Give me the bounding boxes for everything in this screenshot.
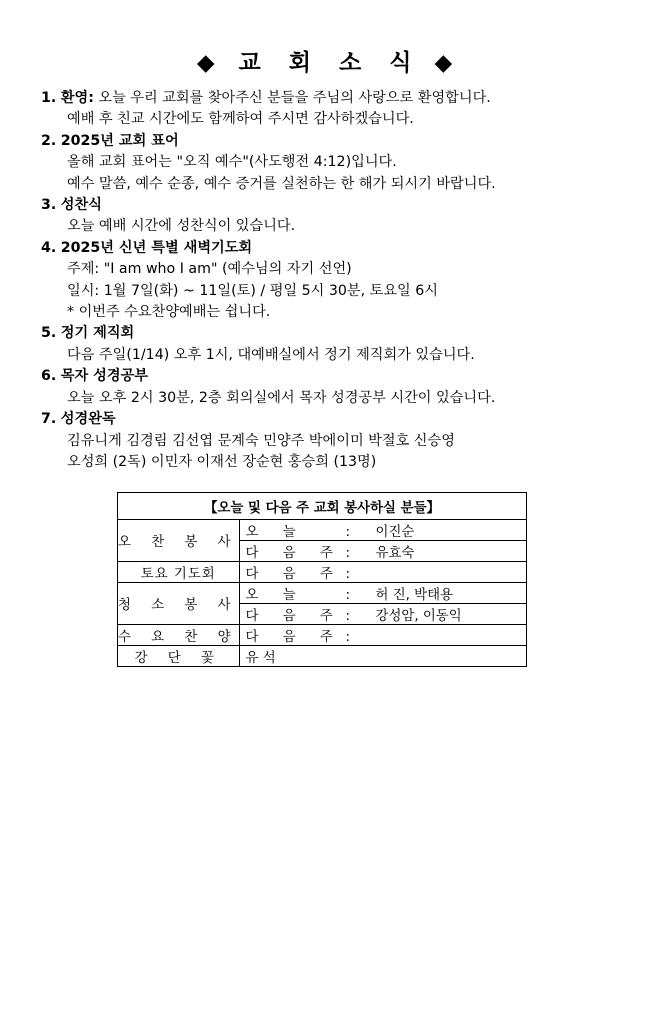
- item-line: 올해 교회 표어는 "오직 예수"(사도행전 4:12)입니다.: [67, 154, 397, 171]
- table-row: [118, 520, 527, 541]
- item-title: 2025년 교회 표어: [60, 132, 179, 149]
- item-line: 예배 후 친교 시간에도 함께하여 주시면 감사하겠습니다.: [67, 111, 414, 128]
- service-names: 이진순: [375, 524, 415, 540]
- service-table-header-row: [118, 493, 527, 520]
- item-line: 일시: 1월 7일(화) ~ 11일(토) / 평일 5시 30분, 토요일 6시: [67, 282, 438, 299]
- item-line: 오늘 오후 2시 30분, 2층 회의실에서 목자 성경공부 시간이 있습니다.: [67, 389, 496, 406]
- item-number: 1.: [41, 90, 57, 106]
- service-when: 다 음 주: [245, 545, 343, 561]
- service-when: 다 음 주: [245, 608, 343, 624]
- item-line: 다음 주일(1/14) 오후 1시, 대예배실에서 정기 제직회가 있습니다.: [67, 346, 475, 363]
- service-table: [117, 492, 527, 667]
- service-names: 유 석: [245, 650, 276, 666]
- service-colon: :: [345, 587, 351, 603]
- news-list: [41, 88, 641, 473]
- service-entry: [239, 646, 526, 667]
- service-entry: [239, 625, 526, 646]
- news-item-motto: [41, 131, 641, 195]
- role-cleaning-service: 청 소 봉 사: [118, 583, 240, 625]
- news-item-dawn-prayer: [41, 238, 641, 324]
- role-wednesday-praise: 수 요 찬 양: [118, 625, 240, 646]
- table-row: [118, 562, 527, 583]
- news-item-officers-meeting: [41, 323, 641, 366]
- item-line: 오성희 (2독) 이민자 이재선 장순현 홍승희 (13명): [67, 453, 377, 470]
- diamond-left-icon: ◆: [196, 50, 216, 76]
- service-table-header: 【오늘 및 다음 주 교회 봉사하실 분들】: [118, 493, 527, 520]
- news-item-bible-reading: [41, 409, 641, 473]
- item-number: 2.: [41, 132, 57, 149]
- table-row: [118, 625, 527, 646]
- table-row: [118, 646, 527, 667]
- role-altar-flowers: 강 단 꽃: [118, 646, 240, 667]
- service-names: 유효숙: [375, 545, 415, 561]
- item-title: 성경완독: [60, 411, 116, 428]
- diamond-right-icon: ◆: [434, 50, 454, 76]
- service-colon: :: [345, 524, 351, 540]
- page-title: [0, 44, 650, 77]
- item-title: 환영:: [60, 90, 94, 106]
- service-colon: :: [345, 545, 351, 561]
- service-colon: :: [345, 566, 351, 582]
- service-entry: [239, 562, 526, 583]
- item-title: 2025년 신년 특별 새벽기도회: [60, 239, 253, 256]
- news-item-communion: [41, 195, 641, 238]
- service-colon: :: [345, 629, 351, 645]
- service-colon: :: [345, 608, 351, 624]
- service-when: 다 음 주: [245, 566, 343, 582]
- item-title: 목자 성경공부: [60, 368, 148, 385]
- item-number: 3.: [41, 197, 57, 214]
- role-saturday-prayer: 토요 기도회: [118, 562, 240, 583]
- page-title-text: 교 회 소 식: [238, 50, 422, 76]
- item-line: 김유니게 김경림 김선엽 문계숙 민양주 박에이미 박절호 신승영: [67, 432, 455, 449]
- item-title: 성찬식: [60, 197, 102, 214]
- item-number: 4.: [41, 239, 57, 256]
- service-entry: [239, 583, 526, 604]
- item-line: 오늘 예배 시간에 성찬식이 있습니다.: [67, 218, 296, 235]
- item-line: 주제: "I am who I am" (예수님의 자기 선언): [67, 261, 352, 278]
- news-item-welcome: [41, 88, 641, 131]
- service-names: 강성암, 이동익: [375, 608, 462, 624]
- item-title: 정기 제직회: [60, 325, 135, 342]
- service-names: 허 진, 박태용: [375, 587, 453, 603]
- service-when: 오 늘: [245, 587, 306, 603]
- service-when: 다 음 주: [245, 629, 343, 645]
- item-line: 오늘 우리 교회를 찾아주신 분들을 주님의 사랑으로 환영합니다.: [98, 90, 491, 106]
- table-row: [118, 583, 527, 604]
- news-item-bible-study: [41, 366, 641, 409]
- item-line: 예수 말씀, 예수 순종, 예수 증거를 실천하는 한 해가 되시기 바랍니다.: [67, 175, 496, 192]
- item-number: 6.: [41, 368, 57, 385]
- item-line: * 이번주 수요찬양예배는 쉽니다.: [67, 304, 271, 321]
- service-entry: [239, 604, 526, 625]
- service-when: 오 늘: [245, 524, 306, 540]
- role-lunch-service: 오 찬 봉 사: [118, 520, 240, 562]
- item-number: 7.: [41, 411, 57, 428]
- item-number: 5.: [41, 325, 57, 342]
- service-entry: [239, 520, 526, 541]
- service-entry: [239, 541, 526, 562]
